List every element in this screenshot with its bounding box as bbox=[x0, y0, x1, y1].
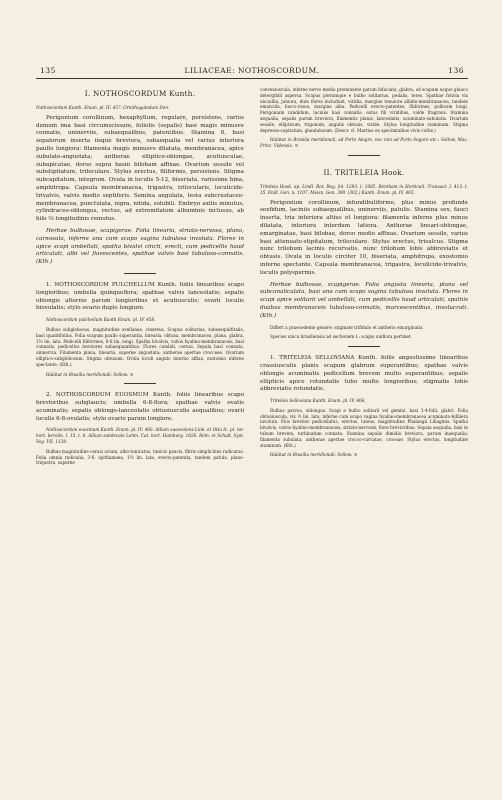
running-header bbox=[36, 66, 468, 75]
species-description-continued: convexiuscula, inferne nervo medio prominente parum bifaciata, glabra, ad scapum usque glauco detergibili aspersa. Scapus plerumque e bulbo solitarius, pedalis, teres. Spathae foliola vix unciallia, juniora, dum flores includunt, viridia, margine tenuiore albido-membranacea, tandem emarcida, fusco-rosea, margine alba. Pedicelli erecto-patentes, filiformes, pollicem longi. Perigonium candidum, laciniis basi connatis, extus fili viridibus, valde fragrans. Stamina aequalia, sepalis parum breviora, filamentis planis, lanceolatis, acuminato-subulatis. Ovarium sessile, ellipticum, trigonum, angulis obtusis, viride. Stylus longitudine staminum. Stigma depresso-capitatum, glandulosum. (Descr. cl. Martius ex speciminibus vivis cultis.) bbox=[260, 87, 468, 133]
species-description-pulchellum: Bulbus subglobosus, magnitudine avellanae, cinereus. Scapus solitarius, subsesquiltitalis, basi quadrifolius. Folia scapum paullo superantia, linearia, obtusa, membranacea, plana, glabra, 1½ lin. lata. Pedicelli filiformes, 6-8 lin. longi. Spatha bivalvis, valvis hyalino-membranaceis, basi connatis, pedicellos breviores subaequantibus. Flores candidi, cernui. Sepala basi connata, uninervia. Filamenta plana, linearia, superne angustata; antherae apertae crocceae. Ovarium elliptico-subglobosum. Stigma obtusum. Ovula loculi angulo interno affixa, exstomio inferne spectante. (Kth.) bbox=[36, 326, 244, 367]
species-diagnosis-euosmum: 2. NOTHOSCORDUM EUOSMUM Kunth. foliis linearibus scapo brevioribus subglaucis; umbella 6-8-flora; spathae valvis ovatis acuminatis; sepalis oblongo-lanceolatis obtusiusculis aequalibus; ovarii loculis 6-8-ovulatis; stylo ovario parum longiore. bbox=[36, 392, 244, 422]
genus-description: Perigonium corollinum, hexaphyllum, regulare, persistens, rarius demum ima basi circumscissum, foliolis (sepalis) basi magis minusve connatis, uninerviis, subaequalibus, patentibus. Stamina 6, basi sepalorum inserta iisque breviora, subaequalia vel rarius interiora paullo longiora: filamenta magis minusve dilatata, membranacea, apice subulato-angustata; antherae elliptico-oblongae, acutiusculae, subapicatae, dorso supra basin bilobam affixae. Ovarium sessile vel substipitatum, triloculare. Stylus erectus, filiformis, persistens. Stigma subcapitatum, integrum. Ovula in loculis 5-12, biseriata, rarissime bina, amphitropa. Capsula membranacea, trigastra, trilocularis, loculicide-trivalvis, valvis medio septiferis. Semina angulata, testa subcrustaceo-membranacea, punctulata, nigra, nitida, solubili. Embryo axilis minutus, cylindraceo-oblongus, rectus, ad extremitatem albuminis inclusus, ab hilo ⅔ longitudinis remotus. bbox=[36, 114, 244, 223]
genus-heading-nothoscordum: I. NOTHOSCORDUM Kunth. bbox=[84, 89, 196, 98]
genus-heading-triteleia: II. TRITELEIA Hook. bbox=[323, 167, 405, 177]
page-number-left: 135 bbox=[40, 66, 56, 75]
species-habitat-euosmum: Habitat in Brasilia meridionali, ad Porto Alegre, nec non ad Porto Seguro etc.: Sellow, Max. Princ. Vidensis. ♃ bbox=[260, 137, 468, 149]
species-habitat-selloviana: Habitat in Brasilia meridionali: Sellow. ♃ bbox=[270, 452, 358, 458]
genus-synonymy: Nothoscordum Kunth. Enum. pl. IV. 457. Ornithogalodum Don. bbox=[36, 105, 170, 110]
section-divider bbox=[124, 273, 156, 274]
species-diagnosis-pulchellum: 1. NOTHOSCORDUM PULCHELLUM Kunth. foliis linearibus scapo longioribus; umbella quinqueflora; spathae valvis lanceolatis; sepalis oblongis alternis parum longioribus et acutiusculis; ovarii loculis biovulatis; stylo ovario duplo longiore. bbox=[36, 281, 244, 312]
text-columns bbox=[36, 87, 468, 747]
genus-synonymy: Triteleia Hook. ap. Lindl. Bot. Reg. fol. 1293. t. 1685. Bentham in Horticult. Transact. I. 413. t. 15. Endl. Gen. n. 1107. Meisn. Gen. 399. (302.) Kunth. Enum. pl. IV. 465. bbox=[260, 183, 468, 195]
species-description-selloviana: Bulbus parvus, oblongus. Scapi e bulbo solitarii vel gemini, basi 3-4-folii, glabri. Folia obtusiuscula, vix ½ lin. lata, inferne cum scapo vagina hyalino-membranacea acuminato-bifiliera involuta. Flos breviter pedicellatus, erectus, luteus, magnitudine Phalangii Liliaginis. Spatha bivalvis, valvis hyalino-membranaceis, striato-nervosis, flore brevioribus. Sepala aequalia, basi in tubum brevem, turbinatum connata. Stamina sepalis dimidio breviora, parum inaequalia; filamenta subulata; antherae apertae crocco-curvatae, croceae. Stylus erectus, longitudine staminum. (Kth.) bbox=[260, 407, 468, 448]
genus-habit: Herbae bulbosae, scapigerae. Folia angusta linearia, plana vel subcanaliculata, basi una cum scapo vagina tubulosa involuta. Flores in scapi apice solitarii vel umbellati, cum pedicellis haud articulati, spathis duabus membranaceis tubuloso-connatis, marcescentibus, involucrati. (Kth.) bbox=[260, 281, 468, 319]
page-number-right: 136 bbox=[448, 66, 464, 75]
genus-note: Differt a praecedente genere: stigmate trifidulo et antheris emarginatis. bbox=[270, 324, 424, 330]
species-citation-pulchellum: Nothoscordum pulchellum Kunth Enum. pl. IV. 458. bbox=[46, 317, 156, 323]
species-citation-euosmum: Nothoscordum euosmum Kunth. Enum. pl. IV. 460. Allium suaveolens Link. et Otto Ic. pl. rar. hort. berolin. I. 15. t. 8. Allium subdecale Lehm. Cat. hort. Hamburg. 1826. Röm. et Schult. Syst. Veg. VII. 1130. bbox=[36, 427, 244, 445]
species-description-euosmum: Bulbus magnitudine cerasi avium, albo-tunicatus, tunicis paucis, fibris simplicibus radicatus. Folia omnia radicalia, 3-6, spithamaea, 1½ lin. lata, erecto-patentia, tandem patula, plano-triquetra, superne bbox=[36, 448, 244, 466]
genus-note: Species unica brasiliensis ad sectionem I.: scapis uniflora pertinet. bbox=[270, 334, 413, 340]
genus-habit: Herbae bulbosae, scapigerae. Folia linearia, striato-nervosa, plana, carnosula, inferne una cum scapo vagina tubulosa involuta. Flores in apice scapi umbellati, spatha bivalvi cincti, erecti, cum pedicellis haud articulati, albi vel flavescentes, spathae valvis basi tubuloso-connatis. (Kth.) bbox=[36, 227, 244, 266]
genus-description: Perigonium corollinum, infundibuliforme, plus minus profunde sexfidum, laciniis subaequalibus, uninerviis, patulis. Stamina sex, fauci inserta, tria interiora altius et longiora: filamenta inferne plus minus dilatata, interiora interdum latiora. Antherae lineari-oblongae, emarginatae, basi bilobae, dorso medio affixae. Ovarium sessile, rarius basi attenuato-stipitatum, triloculare. Stylus erectus, trisulcus. Stigma nunc trilobum lacinis recurvatis, nunc trilobum lobis abbreviatis et obtusis. Ovula in loculis circiter 10, biseriata, amphitropa, exostomio inferne spectante. Capsula membranacea, trigastra, loculicide-trivalvis, loculis polyspermis. bbox=[260, 199, 468, 276]
running-title: LILIACEAE: NOTHOSCORDUM. bbox=[184, 66, 320, 75]
header-rule bbox=[36, 78, 468, 79]
right-column bbox=[260, 87, 468, 747]
species-habitat-pulchellum: Habitat in Brasilia meridionali: Sellow. ♃ bbox=[46, 371, 134, 377]
species-citation-selloviana: Triteleia Selloviana Kunth. Enum. pl. IV. 466. bbox=[270, 398, 366, 404]
species-diagnosis-selloviana: 1. TRITELEIA SELLOVIANA Kunth. foliis angustissime linearibus crassiusculis planis scapum glabrum superantibus; spathae valvis oblongis acuminatis pedicellum brevem multo superantibus; sepalis ellipticis apice rotundatis tubo multo longioribus; stigmatis lobis abbreviatis rotundatis. bbox=[260, 355, 468, 393]
left-column bbox=[36, 87, 244, 747]
section-divider bbox=[348, 155, 380, 156]
section-divider bbox=[348, 346, 380, 347]
section-divider bbox=[124, 383, 156, 384]
